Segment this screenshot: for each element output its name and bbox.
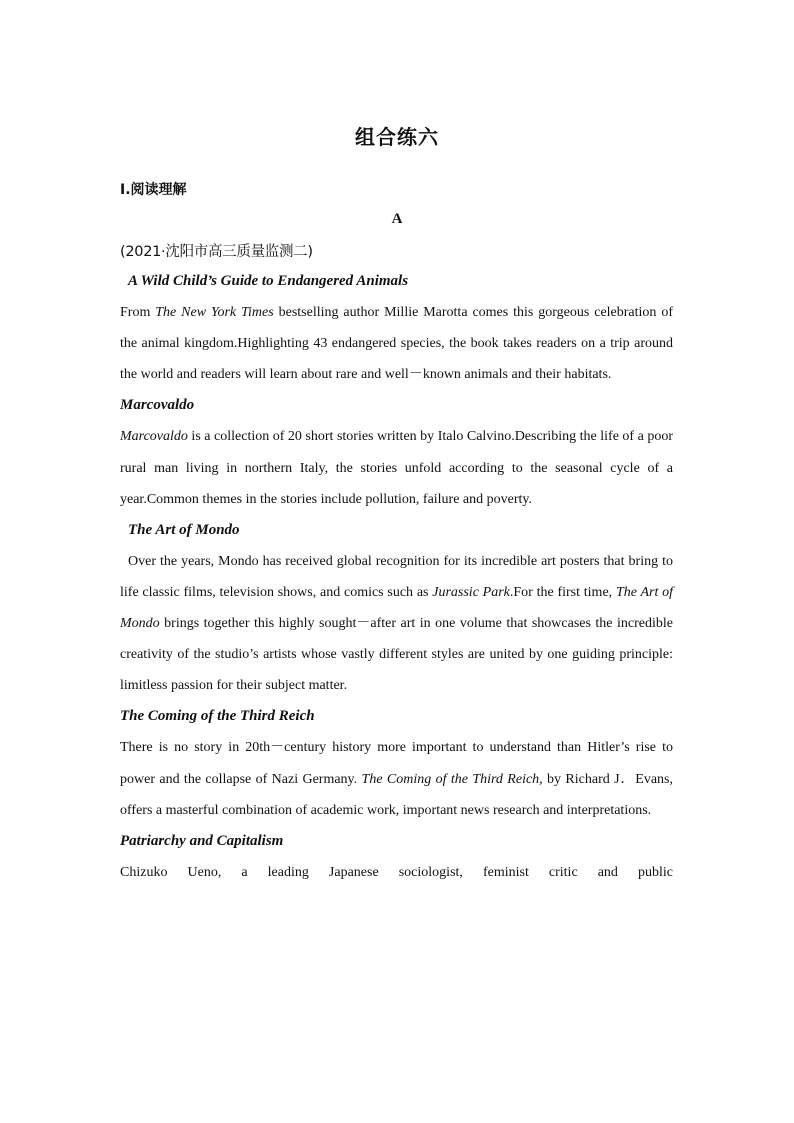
- book-heading: The Coming of the Third Reich: [120, 708, 315, 725]
- book-description: [120, 732, 673, 825]
- text-run: brings together this highly sought－after art in one volume that showcases the incredible creativity of the studio’s artists whose vastly different styles are united by one guiding principle: limitless passion for their subject matter.: [120, 616, 673, 694]
- text-run: bestselling author Millie Marotta comes this gorgeous celebration of the animal kingdom.Highlighting 43 endangered species, the book takes readers on a trip around the world and readers will learn about rare and well－known animals and their habitats.: [120, 305, 673, 383]
- page-title: 组合练六: [355, 125, 439, 149]
- text-run: by Richard J．Evans, offers a masterful combination of academic work, important news research and interpretations.: [120, 771, 674, 818]
- italic-title: The Art of Mondo: [120, 584, 673, 632]
- book-description: [120, 297, 673, 390]
- book-heading: Patriarchy and Capitalism: [120, 832, 284, 849]
- italic-title: Jurassic Park: [432, 584, 510, 600]
- book-heading: A Wild Child’s Guide to Endangered Animals: [128, 273, 409, 289]
- book-heading: The Art of Mondo: [128, 521, 240, 538]
- italic-title: The Coming of the Third Reich,: [361, 771, 543, 787]
- text-run: is a collection of 20 short stories written by Italo Calvino.Describing the life of a poor rural man living in northern Italy, the stories unfold according to the seasonal cycle of a year.Common themes in the stories include pollution, failure and poverty.: [120, 429, 673, 507]
- book-description: [120, 421, 673, 514]
- italic-title: The New York Times: [155, 305, 274, 321]
- italic-title: Marcovaldo: [120, 429, 188, 445]
- book-heading: Marcovaldo: [120, 397, 195, 414]
- text-run: There is no story in 20th－century history more important to understand than Hitler’s rise to power and the collapse of Nazi Germany.: [120, 740, 673, 787]
- text-run: Over the years, Mondo has received global recognition for its incredible art posters that bring to life classic films, television shows, and comics such as: [120, 553, 673, 600]
- book-description: [120, 546, 673, 701]
- book-description: Chizuko Ueno, a leading Japanese sociologist, feminist critic and public: [120, 864, 673, 880]
- section-heading: Ⅰ.阅读理解: [120, 182, 187, 198]
- exam-source: (2021·沈阳市高三质量监测二): [120, 244, 313, 260]
- passage-body: [120, 266, 673, 888]
- passage-letter: A: [391, 211, 403, 227]
- text-run: From: [120, 305, 156, 321]
- text-run: .For the first time,: [509, 584, 616, 600]
